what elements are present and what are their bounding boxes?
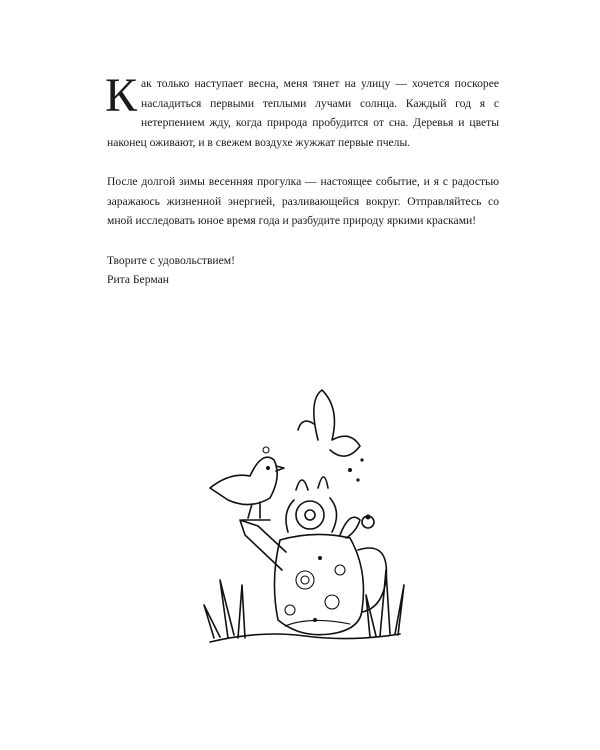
butterfly-icon (314, 390, 360, 456)
foreword-text (105, 69, 499, 290)
signature-author: Рита Берман (107, 273, 169, 286)
bird-icon (210, 457, 277, 504)
watering-can-body-icon (274, 534, 363, 634)
signature-greeting: Творите с удовольствием! (107, 253, 235, 267)
leaves-icon (286, 477, 337, 532)
can-spiral-icon (296, 571, 314, 589)
flower-icon (296, 501, 324, 529)
watering-can-spout-icon (240, 520, 286, 570)
grass-right-icon (366, 570, 404, 637)
paragraph-2: После долгой зимы весенняя прогулка — настоящее событие, и я с радостью заражаюсь жизненной энергией, разливающейся вокруг. Отправляйтесь со мной исследовать юное время года и разбудите природу яркими красками! (107, 175, 499, 227)
drop-cap-letter: К (105, 69, 138, 122)
paragraph-1-text: ак только наступает весна, меня тянет на улицу — хочется поскорее насладиться первыми теплыми лучами солнца. Каждый год я с нетерпением жду, когда природа пробудится от сна. Деревья и цветы наконец оживают, и в свежем воздухе жужжат первые пчелы. (107, 77, 499, 149)
signature-block (107, 251, 499, 290)
watering-can-bird-butterfly-illustration (190, 380, 420, 660)
grass-left-icon (204, 580, 245, 638)
paragraph-1 (105, 69, 499, 152)
